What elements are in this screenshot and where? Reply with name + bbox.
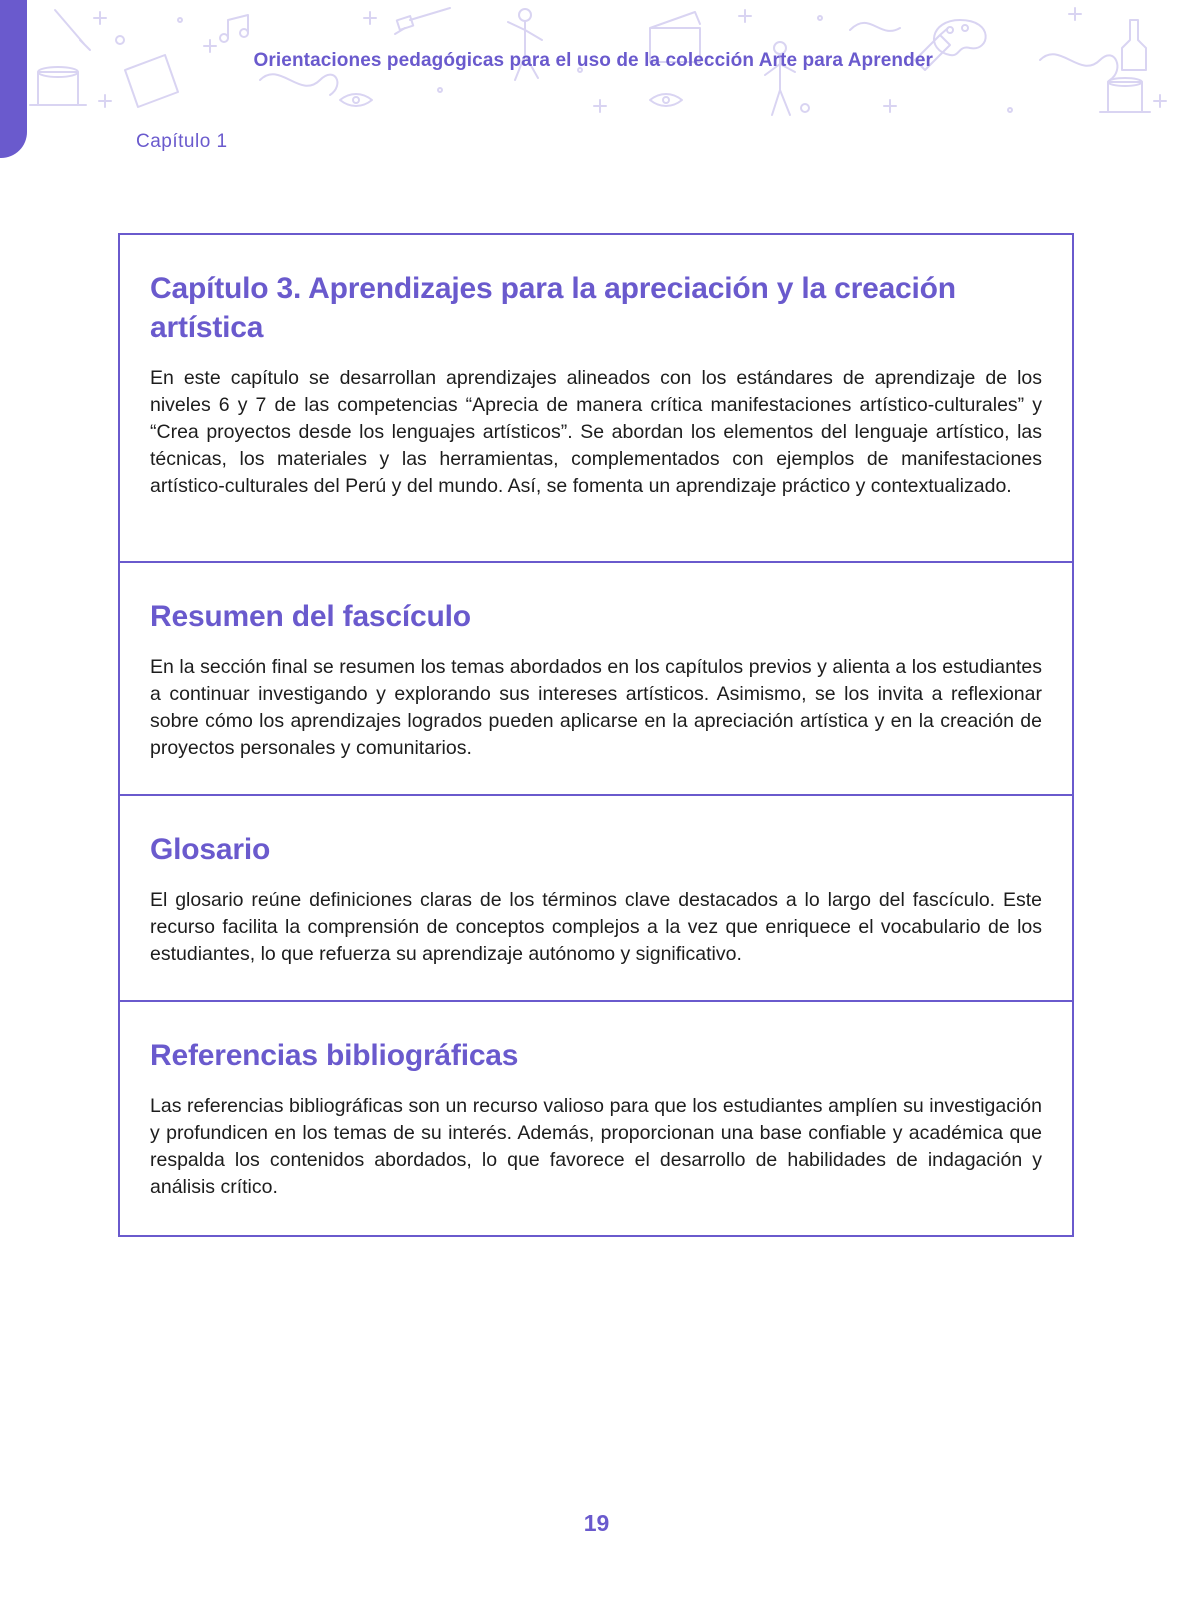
section-capitulo-3: [120, 235, 1072, 563]
section-glosario: [120, 796, 1072, 1002]
chapter-label: Capítulo 1: [136, 131, 228, 152]
section-body: El glosario reúne definiciones claras de los términos clave destacados a lo largo del fascículo. Este recurso facilita la comprensión de conceptos complejos a la vez que enriquece el vocabulario de los estudiantes, lo que refuerza su aprendizaje autónomo y significativo.: [150, 889, 1042, 965]
section-heading: Glosario: [150, 833, 271, 866]
section-referencias: [120, 1002, 1072, 1235]
section-body: Las referencias bibliográficas son un recurso valioso para que los estudiantes amplíen su investigación y profundicen en los temas de su interés. Además, proporcionan una base confiable y académica que respalda los contenidos abordados, lo que favorece el desarrollo de habilidades de indagación y análisis crítico.: [150, 1095, 1042, 1198]
section-body: En la sección final se resumen los temas abordados en los capítulos previos y alienta a los estudiantes a continuar investigando y explorando sus intereses artísticos. Asimismo, se los invita a reflexionar sobre cómo los aprendizajes logrados pueden aplicarse en la apreciación artística y en la creación de proyectos personales y comunitarios.: [150, 656, 1042, 759]
document-title: Orientaciones pedagógicas para el uso de la colección Arte para Aprender: [253, 50, 933, 71]
section-heading: Capítulo 3. Aprendizajes para la apreciación y la creación artística: [150, 272, 956, 344]
section-heading: Resumen del fascículo: [150, 600, 471, 633]
content-box: [118, 233, 1074, 1237]
chapter-side-tab: [0, 0, 27, 158]
page-number: 19: [583, 1510, 610, 1536]
section-heading: Referencias bibliográficas: [150, 1039, 519, 1072]
section-resumen: [120, 563, 1072, 796]
section-body: En este capítulo se desarrollan aprendizajes alineados con los estándares de aprendizaje de los niveles 6 y 7 de las competencias “Aprecia de manera crítica manifestaciones artístico-culturales” y “Crea proyectos desde los lenguajes artísticos”. Se abordan los elementos del lenguaje artístico, las técnicas, los materiales y las herramientas, complementados con ejemplos de manifestaciones artístico-culturales del Perú y del mundo. Así, se fomenta un aprendizaje práctico y contextualizado.: [150, 367, 1042, 497]
